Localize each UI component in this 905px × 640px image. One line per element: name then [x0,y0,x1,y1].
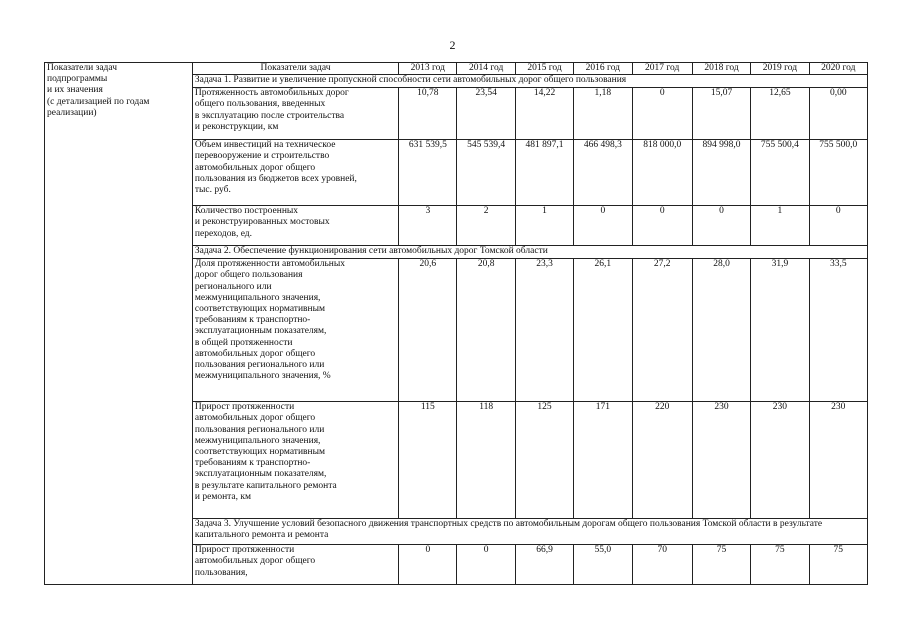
table-cell: 545 539,4 [457,140,515,206]
table-cell: 10,78 [399,88,457,140]
indicator-name: Протяженность автомобильных дорог общего пользования, введенных в эксплуатацию после строительства и реконструкции, км [192,88,398,140]
year-header: 2014 год [457,63,515,75]
table-cell: 23,3 [515,259,573,402]
year-header: 2013 год [399,63,457,75]
table-cell: 481 897,1 [515,140,573,206]
indicator-name: Количество построенных и реконструированных мостовых переходов, ед. [192,206,398,246]
table-cell: 28,0 [692,259,750,402]
table-cell: 171 [574,402,632,519]
table-cell: 1 [751,206,809,246]
table-cell: 894 998,0 [692,140,750,206]
table-cell: 2 [457,206,515,246]
table-cell: 755 500,0 [809,140,867,206]
table-cell: 230 [692,402,750,519]
table-cell: 230 [809,402,867,519]
table-cell: 70 [632,545,692,585]
table-cell: 115 [399,402,457,519]
table-cell: 20,8 [457,259,515,402]
table-cell: 0 [574,206,632,246]
indicator-name: Доля протяженности автомобильных дорог общего пользования регионального или межмуниципального значения, соответствующих нормативным требованиям к транспортно- эксплуатационным показателям, в общей протяженности автомобильных дорог общего пользования регионального или межмуниципального значения, % [192,259,398,402]
indicators-table [44,62,868,585]
task-title: Задача 2. Обеспечение функционирования сети автомобильных дорог Томской области [192,246,867,259]
table-cell: 23,54 [457,88,515,140]
task-title: Задача 3. Улучшение условий безопасного движения транспортных средств по автомобильным дорогам общего пользования Томской области в результате капитального ремонта и ремонта [192,519,867,545]
table-cell: 0 [692,206,750,246]
table-cell: 0 [632,88,692,140]
page-number: 2 [449,38,456,52]
indicator-column-header: Показатели задач [192,63,398,75]
table-cell: 33,5 [809,259,867,402]
table-cell: 66,9 [515,545,573,585]
table-cell: 1,18 [574,88,632,140]
indicator-name: Прирост протяженности автомобильных дорог общего пользования регионального или межмуниципального значения, соответствующих нормативным требованиям к транспортно- эксплуатационным показателям, в результате капитального ремонта и ремонта, км [192,402,398,519]
year-header: 2017 год [632,63,692,75]
task-title: Задача 1. Развитие и увеличение пропускной способности сети автомобильных дорог общего пользования [192,75,867,88]
year-header: 2018 год [692,63,750,75]
table-cell: 14,22 [515,88,573,140]
table-cell: 31,9 [751,259,809,402]
table-cell: 230 [751,402,809,519]
table-cell: 12,65 [751,88,809,140]
table-cell: 3 [399,206,457,246]
table-cell: 818 000,0 [632,140,692,206]
table-cell: 118 [457,402,515,519]
table-cell: 0 [457,545,515,585]
table-cell: 75 [809,545,867,585]
left-column-header: Показатели задач подпрограммы и их значения (с детализацией по годам реализации) [45,63,193,585]
table-cell: 20,6 [399,259,457,402]
table-cell: 75 [692,545,750,585]
table-cell: 755 500,4 [751,140,809,206]
table-cell: 0 [632,206,692,246]
year-header: 2019 год [751,63,809,75]
year-header: 2015 год [515,63,573,75]
table-cell: 631 539,5 [399,140,457,206]
table-cell: 220 [632,402,692,519]
table-cell: 15,07 [692,88,750,140]
indicator-name: Объем инвестиций на техническое перевооружение и строительство автомобильных дорог общего пользования из бюджетов всех уровней, тыс. руб. [192,140,398,206]
year-header: 2016 год [574,63,632,75]
table-cell: 0 [809,206,867,246]
table-cell: 55,0 [574,545,632,585]
year-header: 2020 год [809,63,867,75]
table-cell: 27,2 [632,259,692,402]
indicator-name: Прирост протяженности автомобильных дорог общего пользования, [192,545,398,585]
table-cell: 125 [515,402,573,519]
table-cell: 75 [751,545,809,585]
table-cell: 1 [515,206,573,246]
table-cell: 466 498,3 [574,140,632,206]
table-cell: 0 [399,545,457,585]
table-cell: 26,1 [574,259,632,402]
table-cell: 0,00 [809,88,867,140]
